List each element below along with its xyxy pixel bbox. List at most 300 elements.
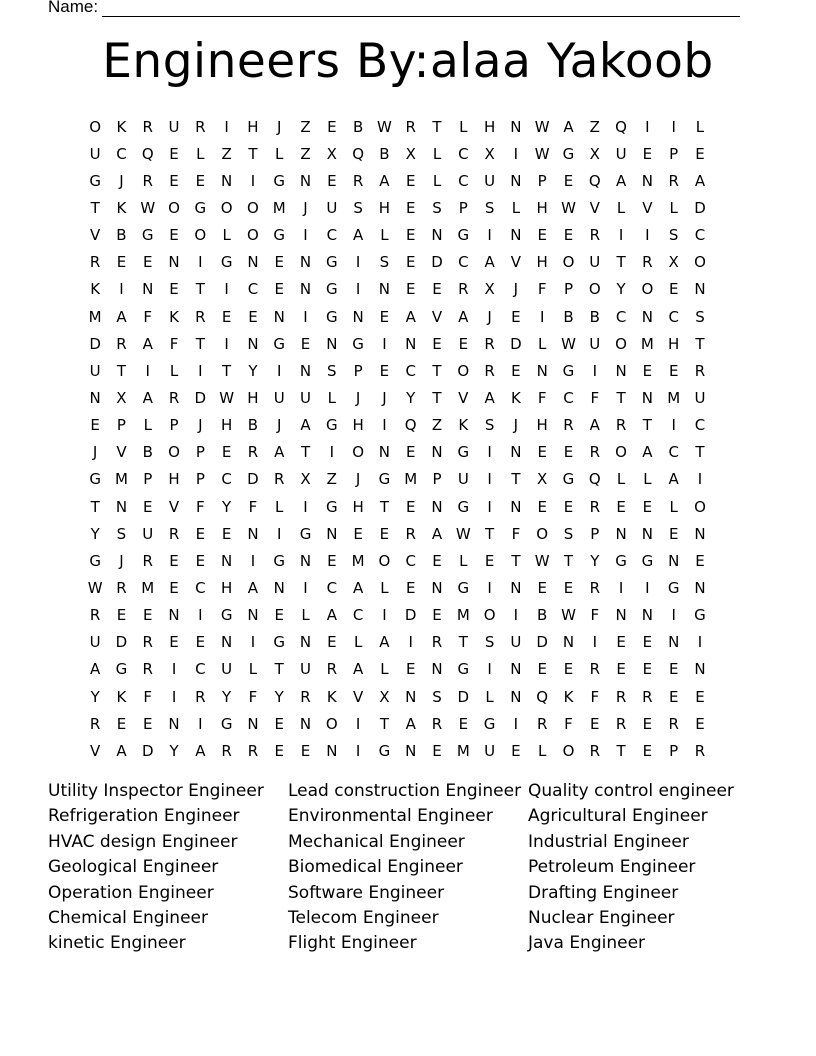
grid-letter[interactable]: I [303, 578, 308, 597]
grid-letter[interactable]: R [563, 416, 574, 435]
grid-letter[interactable]: N [299, 633, 312, 652]
grid-letter[interactable]: O [536, 524, 549, 543]
grid-letter[interactable]: H [247, 388, 259, 407]
grid-letter[interactable]: G [326, 416, 338, 435]
grid-letter[interactable]: D [247, 470, 259, 489]
grid-letter[interactable]: P [195, 470, 205, 489]
grid-letter[interactable]: E [695, 687, 705, 706]
grid-letter[interactable]: T [300, 443, 311, 462]
grid-letter[interactable]: D [194, 388, 207, 407]
grid-letter[interactable]: E [405, 280, 416, 299]
grid-letter[interactable]: C [326, 578, 338, 597]
grid-letter[interactable]: L [196, 144, 205, 163]
grid-letter[interactable]: N [326, 524, 338, 543]
grid-letter[interactable]: K [510, 388, 521, 407]
grid-letter[interactable]: E [169, 280, 179, 299]
grid-letter[interactable]: I [382, 606, 387, 625]
grid-letter[interactable]: G [641, 551, 654, 570]
grid-letter[interactable]: E [432, 551, 442, 570]
grid-letter[interactable]: E [353, 524, 363, 543]
grid-letter[interactable]: I [277, 524, 282, 543]
grid-letter[interactable]: E [195, 551, 206, 570]
grid-letter[interactable]: X [484, 144, 495, 163]
grid-letter[interactable]: N [273, 578, 285, 597]
grid-letter[interactable]: I [487, 443, 492, 462]
grid-letter[interactable]: O [247, 198, 259, 217]
grid-letter[interactable]: B [116, 226, 127, 245]
grid-letter[interactable]: R [89, 714, 101, 733]
grid-letter[interactable]: X [116, 388, 127, 407]
grid-letter[interactable]: R [168, 524, 180, 543]
grid-letter[interactable]: G [457, 226, 470, 245]
grid-letter[interactable]: R [405, 524, 416, 543]
grid-letter[interactable]: H [536, 253, 548, 272]
grid-letter[interactable]: G [220, 253, 233, 272]
grid-letter[interactable]: I [250, 551, 256, 570]
grid-letter[interactable]: N [510, 578, 522, 597]
grid-letter[interactable]: R [668, 171, 679, 190]
grid-letter[interactable]: I [355, 280, 361, 299]
grid-letter[interactable]: E [511, 361, 521, 380]
grid-letter[interactable]: N [641, 307, 653, 326]
grid-letter[interactable]: I [539, 307, 545, 326]
grid-letter[interactable]: N [510, 171, 522, 190]
grid-letter[interactable]: O [220, 198, 233, 217]
grid-letter[interactable]: X [326, 144, 337, 163]
grid-letter[interactable]: R [589, 660, 600, 679]
grid-letter[interactable]: I [487, 226, 492, 245]
grid-letter[interactable]: E [458, 334, 469, 353]
grid-letter[interactable]: E [642, 741, 653, 760]
grid-letter[interactable]: E [116, 253, 127, 272]
grid-letter[interactable]: X [379, 687, 390, 706]
grid-letter[interactable]: A [195, 741, 206, 760]
grid-letter[interactable]: T [695, 334, 705, 353]
grid-letter[interactable]: E [327, 551, 337, 570]
grid-letter[interactable]: N [615, 606, 627, 625]
grid-letter[interactable]: T [379, 714, 389, 733]
grid-letter[interactable]: N [510, 117, 522, 136]
grid-letter[interactable]: N [431, 660, 443, 679]
grid-letter[interactable]: N [405, 687, 417, 706]
grid-letter[interactable]: N [694, 660, 706, 679]
grid-letter[interactable]: T [379, 497, 389, 516]
grid-letter[interactable]: B [379, 144, 390, 163]
grid-letter[interactable]: J [119, 171, 124, 190]
grid-letter[interactable]: P [537, 171, 547, 190]
grid-letter[interactable]: Z [326, 470, 337, 489]
grid-letter[interactable]: N [142, 280, 154, 299]
grid-letter[interactable]: N [247, 334, 259, 353]
grid-letter[interactable]: E [274, 714, 284, 733]
grid-letter[interactable]: I [487, 497, 492, 516]
grid-letter[interactable]: T [458, 633, 468, 652]
grid-letter[interactable]: E [458, 714, 469, 733]
grid-letter[interactable]: L [485, 687, 494, 706]
grid-letter[interactable]: W [534, 117, 550, 136]
grid-letter[interactable]: N [221, 551, 233, 570]
grid-letter[interactable]: X [405, 144, 416, 163]
grid-letter[interactable]: R [431, 714, 443, 733]
grid-letter[interactable]: A [563, 117, 574, 136]
grid-letter[interactable]: O [562, 253, 575, 272]
grid-letter[interactable]: B [537, 606, 548, 625]
grid-letter[interactable]: I [198, 606, 203, 625]
grid-letter[interactable]: O [483, 606, 496, 625]
grid-letter[interactable]: X [300, 470, 311, 489]
grid-letter[interactable]: I [408, 633, 413, 652]
grid-letter[interactable]: J [198, 416, 203, 435]
grid-letter[interactable]: N [510, 443, 522, 462]
grid-letter[interactable]: N [299, 171, 312, 190]
grid-letter[interactable]: E [432, 280, 442, 299]
grid-letter[interactable]: A [116, 307, 127, 326]
grid-letter[interactable]: E [327, 633, 337, 652]
grid-letter[interactable]: S [563, 524, 574, 543]
grid-letter[interactable]: J [513, 416, 519, 435]
grid-letter[interactable]: N [668, 633, 680, 652]
grid-letter[interactable]: D [115, 633, 128, 652]
grid-letter[interactable]: M [640, 334, 654, 353]
grid-letter[interactable]: C [694, 226, 706, 245]
grid-letter[interactable]: M [404, 470, 418, 489]
grid-letter[interactable]: C [116, 144, 127, 163]
grid-letter[interactable]: G [457, 578, 470, 597]
grid-letter[interactable]: L [695, 117, 705, 136]
grid-letter[interactable]: R [536, 714, 548, 733]
grid-letter[interactable]: I [487, 578, 492, 597]
grid-letter[interactable]: I [592, 633, 597, 652]
grid-letter[interactable]: K [563, 687, 574, 706]
grid-letter[interactable]: T [616, 253, 626, 272]
grid-letter[interactable]: J [355, 388, 361, 407]
grid-letter[interactable]: I [303, 226, 308, 245]
grid-letter[interactable]: A [405, 714, 416, 733]
grid-letter[interactable]: E [221, 443, 232, 462]
grid-letter[interactable]: G [194, 198, 207, 217]
grid-letter[interactable]: V [116, 443, 127, 462]
grid-letter[interactable]: I [671, 117, 676, 136]
grid-letter[interactable]: D [536, 633, 548, 652]
grid-letter[interactable]: E [642, 660, 653, 679]
grid-letter[interactable]: L [432, 171, 442, 190]
grid-letter[interactable]: T [511, 470, 521, 489]
grid-letter[interactable]: E [327, 171, 337, 190]
grid-letter[interactable]: U [510, 633, 522, 652]
grid-letter[interactable]: U [168, 117, 180, 136]
grid-letter[interactable]: I [145, 361, 150, 380]
grid-letter[interactable]: S [484, 416, 495, 435]
grid-letter[interactable]: K [116, 117, 127, 136]
grid-letter[interactable]: S [695, 307, 705, 326]
grid-letter[interactable]: E [616, 497, 626, 516]
grid-letter[interactable]: E [405, 578, 416, 597]
grid-letter[interactable]: E [563, 226, 574, 245]
grid-letter[interactable]: E [405, 497, 416, 516]
grid-letter[interactable]: A [274, 443, 285, 462]
grid-letter[interactable]: I [697, 633, 703, 652]
grid-letter[interactable]: U [300, 388, 312, 407]
grid-letter[interactable]: U [615, 144, 627, 163]
grid-letter[interactable]: I [513, 606, 519, 625]
grid-letter[interactable]: E [116, 606, 127, 625]
grid-letter[interactable]: E [221, 307, 232, 326]
grid-letter[interactable]: E [563, 660, 574, 679]
grid-letter[interactable]: T [563, 551, 574, 570]
grid-letter[interactable]: L [616, 198, 626, 217]
grid-letter[interactable]: C [247, 280, 259, 299]
grid-letter[interactable]: V [168, 497, 180, 516]
grid-letter[interactable]: A [379, 633, 390, 652]
grid-letter[interactable]: T [274, 660, 284, 679]
grid-letter[interactable]: P [116, 416, 126, 435]
grid-letter[interactable]: D [431, 253, 443, 272]
grid-letter[interactable]: C [615, 307, 627, 326]
grid-letter[interactable]: Q [536, 687, 549, 706]
grid-letter[interactable]: G [220, 606, 233, 625]
grid-letter[interactable]: A [484, 388, 495, 407]
grid-letter[interactable]: A [116, 741, 127, 760]
grid-letter[interactable]: K [90, 280, 101, 299]
grid-letter[interactable]: Q [352, 144, 365, 163]
grid-letter[interactable]: J [119, 551, 124, 570]
grid-letter[interactable]: E [274, 606, 284, 625]
grid-letter[interactable]: H [247, 117, 259, 136]
grid-letter[interactable]: R [589, 741, 600, 760]
grid-letter[interactable]: N [668, 551, 680, 570]
grid-letter[interactable]: Q [588, 171, 601, 190]
grid-letter[interactable]: C [563, 388, 574, 407]
grid-letter[interactable]: A [90, 660, 101, 679]
grid-letter[interactable]: L [643, 470, 652, 489]
grid-letter[interactable]: N [431, 226, 443, 245]
grid-letter[interactable]: G [89, 551, 101, 570]
grid-letter[interactable]: E [116, 714, 127, 733]
grid-letter[interactable]: R [642, 253, 653, 272]
grid-letter[interactable]: O [89, 117, 102, 136]
grid-letter[interactable]: P [563, 280, 574, 299]
grid-letter[interactable]: C [668, 307, 679, 326]
grid-letter[interactable]: G [89, 470, 101, 489]
grid-letter[interactable]: G [562, 144, 575, 163]
grid-letter[interactable]: O [325, 714, 338, 733]
grid-letter[interactable]: F [143, 307, 153, 326]
grid-letter[interactable]: S [484, 633, 495, 652]
grid-letter[interactable]: E [405, 171, 416, 190]
grid-letter[interactable]: Q [615, 117, 627, 136]
grid-letter[interactable]: E [143, 253, 153, 272]
grid-letter[interactable]: U [589, 334, 601, 353]
grid-letter[interactable]: B [247, 416, 259, 435]
grid-letter[interactable]: E [537, 443, 547, 462]
grid-letter[interactable]: J [303, 198, 308, 217]
grid-letter[interactable]: V [90, 226, 101, 245]
grid-letter[interactable]: G [326, 307, 338, 326]
grid-letter[interactable]: Y [222, 497, 232, 516]
grid-letter[interactable]: W [455, 524, 471, 543]
grid-letter[interactable]: A [142, 388, 153, 407]
grid-letter[interactable]: A [642, 443, 653, 462]
grid-letter[interactable]: E [405, 253, 416, 272]
grid-letter[interactable]: I [224, 117, 229, 136]
grid-letter[interactable]: Q [588, 470, 601, 489]
grid-letter[interactable]: R [589, 497, 600, 516]
grid-letter[interactable]: O [615, 334, 627, 353]
grid-letter[interactable]: T [642, 416, 652, 435]
grid-letter[interactable]: W [219, 388, 235, 407]
grid-letter[interactable]: I [303, 307, 308, 326]
grid-letter[interactable]: C [458, 253, 469, 272]
grid-letter[interactable]: R [221, 741, 232, 760]
grid-letter[interactable]: I [198, 361, 203, 380]
grid-letter[interactable]: L [459, 551, 468, 570]
grid-letter[interactable]: W [561, 606, 576, 625]
grid-letter[interactable]: A [352, 226, 364, 245]
grid-letter[interactable]: N [115, 497, 128, 516]
grid-letter[interactable]: N [221, 171, 233, 190]
grid-letter[interactable]: E [642, 633, 653, 652]
grid-letter[interactable]: R [589, 578, 600, 597]
grid-letter[interactable]: E [221, 524, 232, 543]
grid-letter[interactable]: L [380, 660, 389, 679]
grid-letter[interactable]: T [116, 361, 127, 380]
grid-letter[interactable]: I [671, 606, 676, 625]
grid-letter[interactable]: E [379, 307, 390, 326]
grid-letter[interactable]: A [379, 171, 390, 190]
grid-letter[interactable]: E [169, 144, 179, 163]
grid-letter[interactable]: I [513, 714, 519, 733]
grid-letter[interactable]: A [352, 660, 364, 679]
grid-letter[interactable]: P [590, 524, 600, 543]
grid-letter[interactable]: E [274, 741, 284, 760]
grid-letter[interactable]: E [195, 633, 206, 652]
grid-letter[interactable]: A [668, 470, 679, 489]
grid-letter[interactable]: E [143, 714, 153, 733]
grid-letter[interactable]: R [694, 741, 706, 760]
grid-letter[interactable]: L [616, 470, 626, 489]
grid-letter[interactable]: R [615, 687, 627, 706]
grid-letter[interactable]: O [457, 361, 470, 380]
grid-letter[interactable]: A [589, 416, 600, 435]
grid-letter[interactable]: T [511, 551, 521, 570]
grid-letter[interactable]: R [484, 334, 495, 353]
grid-letter[interactable]: G [273, 171, 286, 190]
grid-letter[interactable]: N [247, 253, 259, 272]
grid-letter[interactable]: O [694, 497, 706, 516]
grid-letter[interactable]: E [405, 226, 416, 245]
grid-letter[interactable]: A [352, 578, 364, 597]
grid-letter[interactable]: E [590, 714, 600, 733]
grid-letter[interactable]: F [248, 497, 258, 516]
grid-letter[interactable]: F [143, 687, 153, 706]
grid-letter[interactable]: E [274, 253, 284, 272]
grid-letter[interactable]: T [195, 280, 205, 299]
grid-letter[interactable]: C [694, 416, 706, 435]
grid-letter[interactable]: R [195, 307, 206, 326]
grid-letter[interactable]: E [169, 551, 179, 570]
grid-letter[interactable]: O [194, 226, 207, 245]
grid-letter[interactable]: L [353, 633, 363, 652]
grid-letter[interactable]: X [484, 280, 495, 299]
grid-letter[interactable]: R [168, 388, 180, 407]
grid-letter[interactable]: E [563, 443, 574, 462]
grid-letter[interactable]: I [645, 578, 650, 597]
grid-letter[interactable]: R [89, 606, 101, 625]
grid-letter[interactable]: I [487, 660, 492, 679]
grid-letter[interactable]: E [169, 633, 179, 652]
grid-letter[interactable]: W [534, 144, 550, 163]
grid-letter[interactable]: G [562, 470, 575, 489]
grid-letter[interactable]: I [198, 253, 203, 272]
grid-letter[interactable]: S [484, 198, 495, 217]
grid-letter[interactable]: R [247, 443, 259, 462]
grid-letter[interactable]: E [642, 144, 653, 163]
grid-letter[interactable]: E [695, 714, 705, 733]
grid-letter[interactable]: E [563, 578, 574, 597]
grid-letter[interactable]: M [456, 606, 470, 625]
grid-letter[interactable]: U [142, 524, 154, 543]
grid-letter[interactable]: Y [90, 524, 100, 543]
grid-letter[interactable]: F [590, 687, 600, 706]
grid-letter[interactable]: S [379, 253, 390, 272]
grid-letter[interactable]: W [534, 551, 550, 570]
grid-letter[interactable]: G [326, 497, 338, 516]
grid-letter[interactable]: J [92, 443, 98, 462]
grid-letter[interactable]: T [195, 334, 205, 353]
grid-letter[interactable]: R [615, 714, 627, 733]
grid-letter[interactable]: Y [406, 388, 416, 407]
grid-letter[interactable]: R [668, 714, 679, 733]
grid-letter[interactable]: Z [589, 117, 600, 136]
grid-letter[interactable]: N [431, 578, 443, 597]
grid-letter[interactable]: E [405, 660, 416, 679]
grid-letter[interactable]: H [352, 497, 364, 516]
grid-letter[interactable]: Q [141, 144, 154, 163]
grid-letter[interactable]: K [326, 687, 337, 706]
grid-letter[interactable]: N [247, 606, 259, 625]
grid-letter[interactable]: J [355, 470, 361, 489]
grid-letter[interactable]: P [669, 144, 679, 163]
grid-letter[interactable]: I [487, 470, 492, 489]
grid-letter[interactable]: N [641, 524, 653, 543]
grid-letter[interactable]: E [537, 660, 547, 679]
grid-letter[interactable]: A [431, 524, 443, 543]
grid-letter[interactable]: F [590, 606, 600, 625]
grid-letter[interactable]: H [220, 578, 233, 597]
grid-letter[interactable]: E [195, 524, 206, 543]
grid-letter[interactable]: R [326, 660, 338, 679]
grid-letter[interactable]: G [273, 334, 286, 353]
grid-letter[interactable]: A [326, 606, 337, 625]
grid-letter[interactable]: C [668, 443, 679, 462]
grid-letter[interactable]: F [590, 388, 600, 407]
grid-letter[interactable]: B [563, 307, 574, 326]
grid-letter[interactable]: E [668, 280, 679, 299]
grid-letter[interactable]: D [404, 606, 417, 625]
grid-letter[interactable]: O [168, 198, 180, 217]
grid-letter[interactable]: Y [248, 361, 258, 380]
grid-letter[interactable]: T [432, 117, 442, 136]
grid-letter[interactable]: U [457, 470, 469, 489]
grid-letter[interactable]: N [641, 606, 653, 625]
grid-letter[interactable]: E [274, 280, 284, 299]
grid-letter[interactable]: F [169, 334, 179, 353]
grid-letter[interactable]: N [615, 361, 627, 380]
grid-letter[interactable]: M [351, 551, 365, 570]
grid-letter[interactable]: P [458, 198, 468, 217]
grid-letter[interactable]: S [668, 226, 679, 245]
grid-letter[interactable]: E [300, 741, 311, 760]
